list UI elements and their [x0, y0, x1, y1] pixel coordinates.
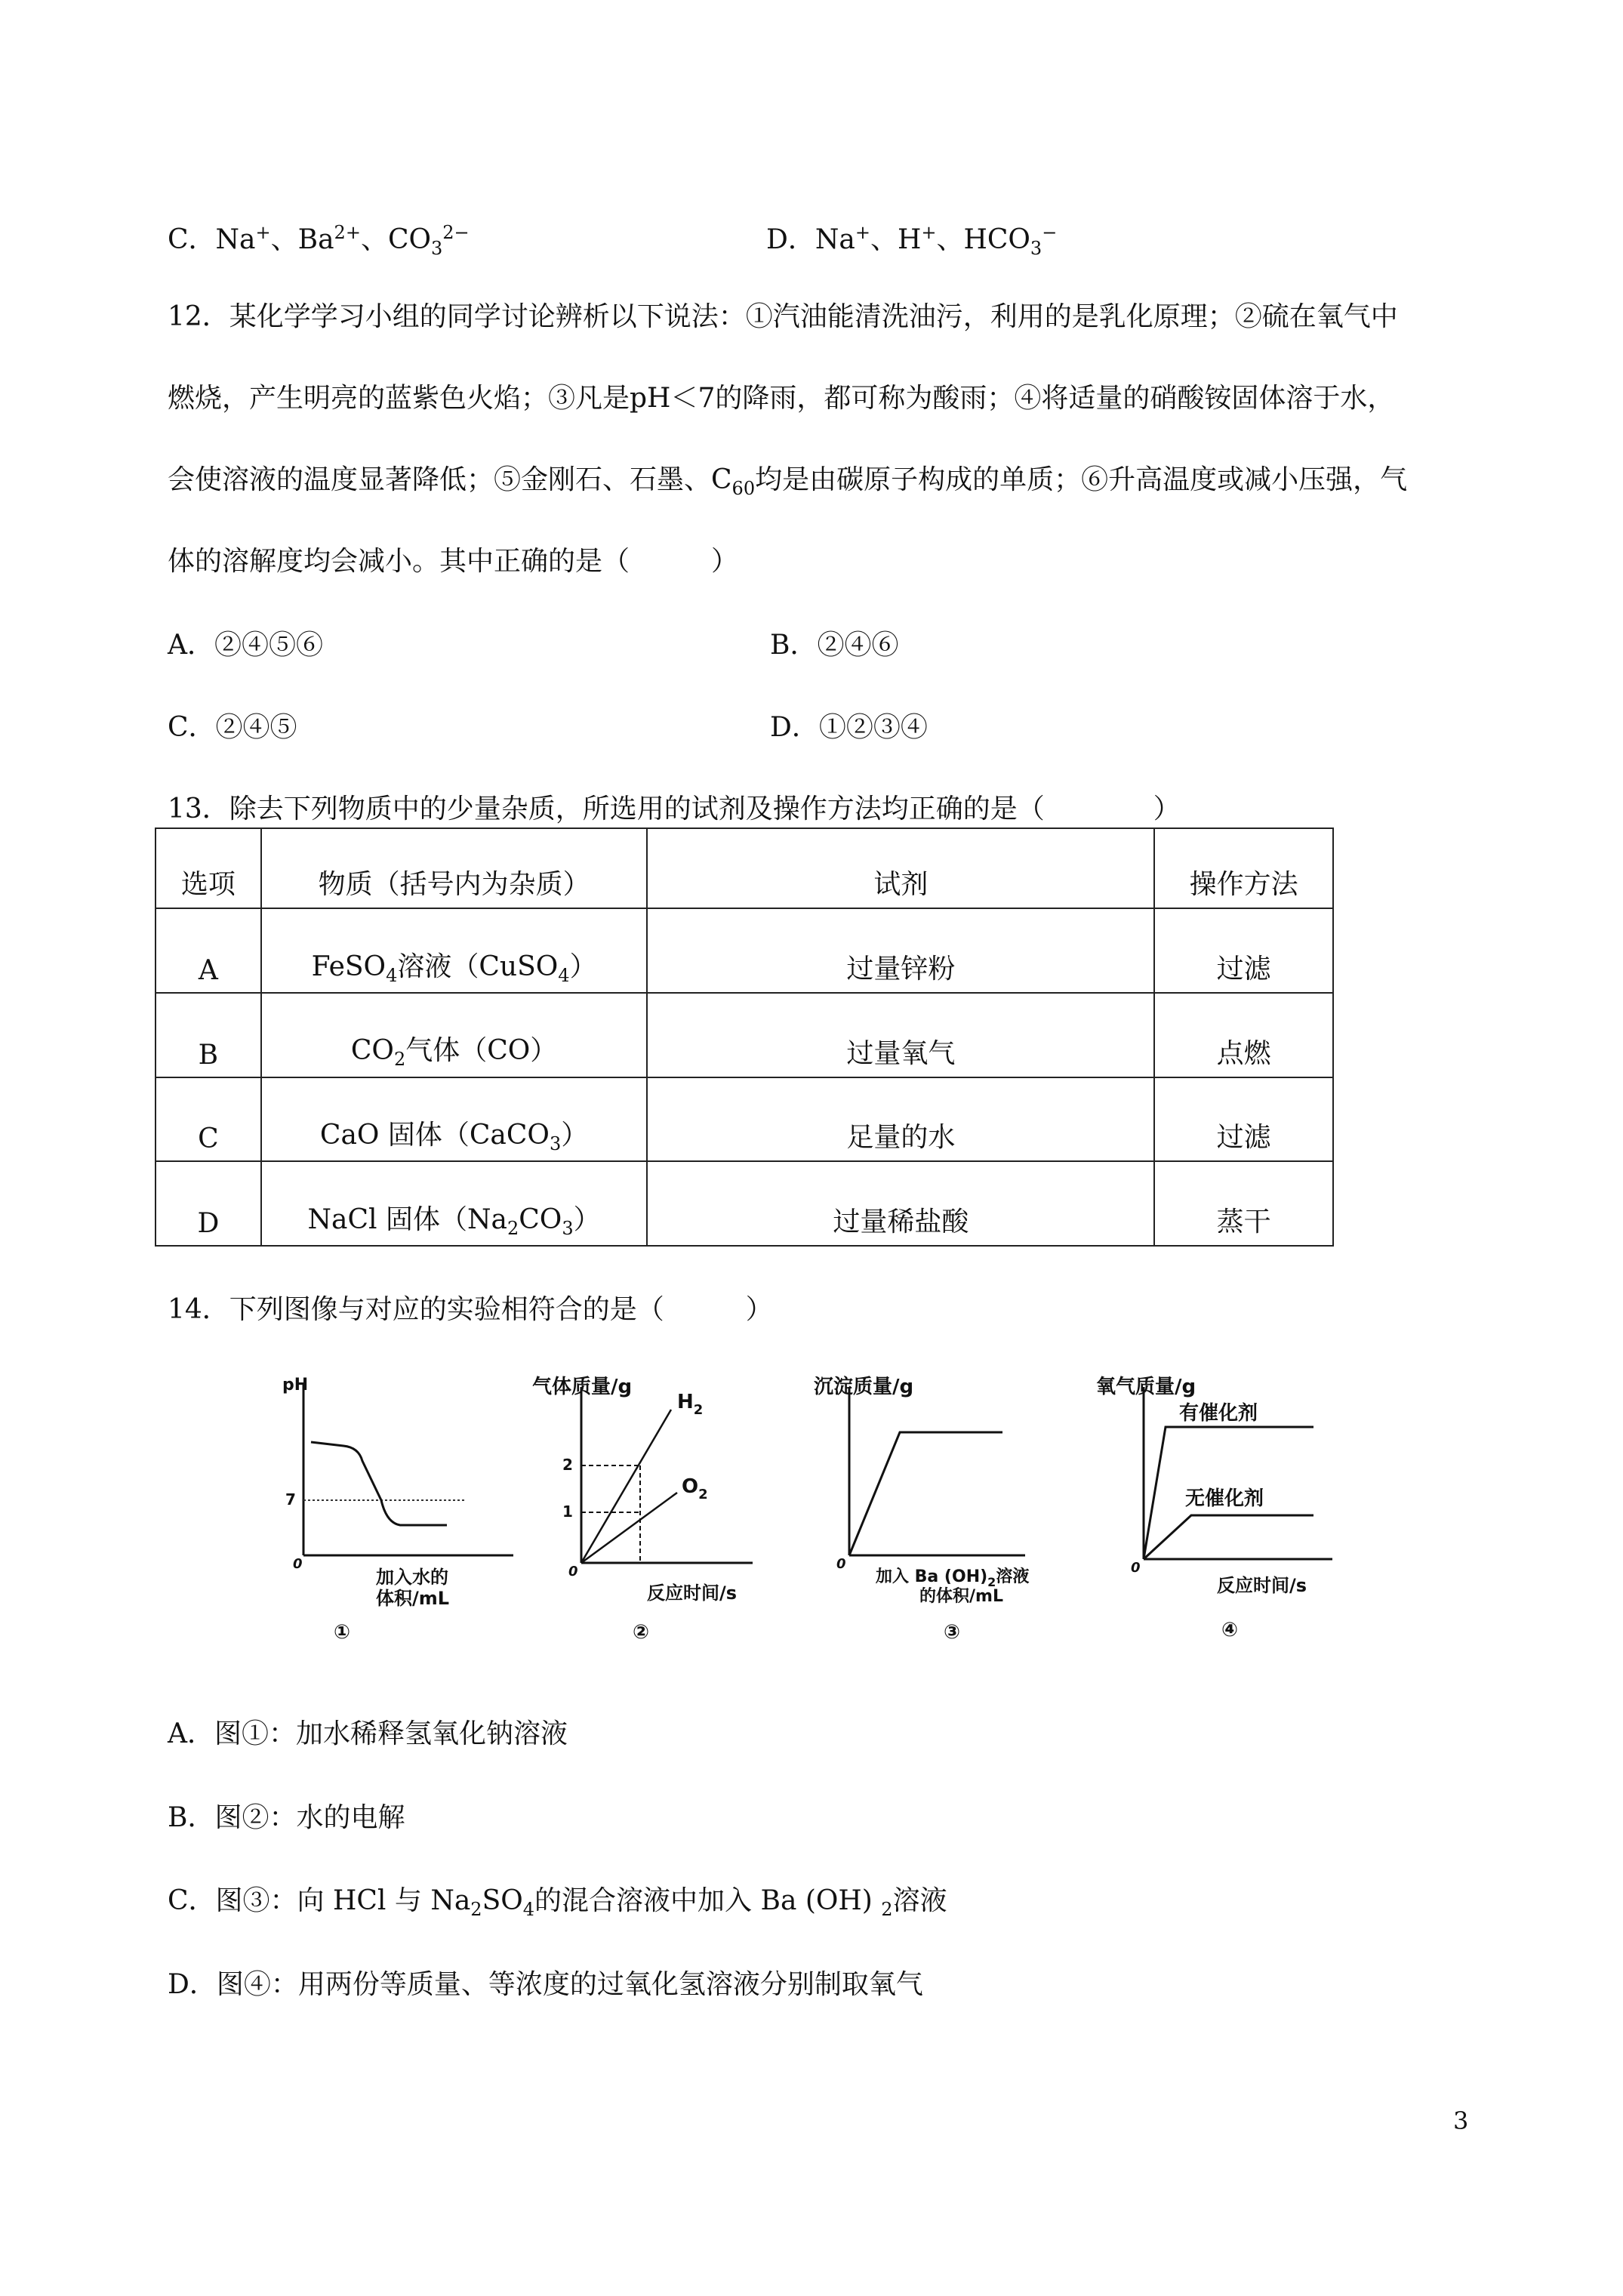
fig2-tick-1: 1 [562, 1502, 573, 1521]
row-option: C [156, 1077, 261, 1162]
fig3-x-label-1: 加入 Ba $(OH)_2$溶液 [876, 1567, 1030, 1589]
table-row [156, 993, 1333, 1077]
row-reagent: 过量锌粉 [647, 908, 1154, 993]
fig4-catalyst-label: 有催化剂 [1179, 1402, 1258, 1425]
table-row [156, 1161, 1333, 1246]
row-method: 过滤 [1154, 1077, 1333, 1162]
q12-stem-line3: 会使溶液的温度显著降低；⑤金刚石、石墨、$C_{60}$均是由碳原子构成的单质；⑥升高温度或减小压强，气 [168, 464, 1408, 500]
fig3-y-label: 沉淀质量/g [814, 1376, 914, 1398]
fig1-y-label: pH [282, 1376, 309, 1395]
row-substance: NaCl 固体$(Na_2CO_3)$ [261, 1161, 648, 1246]
page-number: 3 [1453, 2106, 1469, 2135]
header-method: 操作方法 [1154, 828, 1333, 908]
figure-3 [808, 1363, 1087, 1657]
row-method: 点燃 [1154, 993, 1333, 1077]
row-reagent: 足量的水 [647, 1077, 1154, 1162]
fig4-y-label: 氧气质量/g [1096, 1376, 1196, 1398]
row-substance: FeSO$_4$溶液（CuSO$_4$） [261, 908, 648, 993]
q12-stem-line2: 燃烧，产生明亮的蓝紫色火焰；③凡是pH＜7的降雨，都可称为酸雨；④将适量的硝酸铵固体溶于水， [168, 383, 1395, 414]
fig2-o2-line [581, 1493, 677, 1563]
fig4-no-catalyst-label: 无催化剂 [1185, 1487, 1264, 1510]
q11-option-c: C．Na+、$Ba^{2+}$、$CO_3^{2-}$ [168, 222, 470, 260]
q12-option-c: C．②④⑤ [168, 712, 297, 743]
fig1-mark-7: 7 [285, 1490, 296, 1509]
table-row [156, 908, 1333, 993]
row-method: 过滤 [1154, 908, 1333, 993]
row-option: D [156, 1161, 261, 1246]
fig1-origin: 0 [293, 1556, 303, 1572]
q11-option-d: D．Na+、H+、$HCO_3^-$ [766, 222, 1058, 260]
fig3-curve [849, 1432, 1002, 1555]
q12-option-b: B．②④⑥ [770, 630, 899, 661]
fig2-o2-label: $O_2$ [682, 1475, 708, 1502]
fig1-x-label-1: 加入水的 [376, 1567, 448, 1588]
header-option: 选项 [156, 828, 261, 908]
q13-stem: 13．除去下列物质中的少量杂质，所选用的试剂及操作方法均正确的是（ ） [168, 794, 1181, 824]
fig2-number: ② [633, 1621, 650, 1644]
table-header-row [156, 828, 1333, 908]
q12-stem-line1: 12．某化学学习小组的同学讨论辨析以下说法：①汽油能清洗油污，利用的是乳化原理；②硫在氧气中 [168, 301, 1398, 332]
q14-option-a: A．图①：加水稀释氢氧化钠溶液 [168, 1718, 568, 1749]
fig4-no-catalyst-curve [1144, 1515, 1313, 1559]
header-reagent: 试剂 [647, 828, 1154, 908]
fig4-number: ④ [1221, 1619, 1239, 1641]
figure-1 [272, 1363, 521, 1657]
fig3-origin: 0 [836, 1556, 846, 1572]
q12-option-d: D．①②③④ [770, 712, 928, 743]
q14-option-c: C．图③：向 HCl 与 $Na_2SO_4$的混合溶液中加入 Ba (OH) $_2$溶液 [168, 1885, 947, 1921]
fig1-number: ① [334, 1621, 351, 1644]
fig3-x-label-2: 的体积/mL [919, 1587, 1003, 1606]
row-substance: CaO 固体（CaCO$_3$） [261, 1077, 648, 1162]
figure-4 [1087, 1363, 1359, 1657]
row-reagent: 过量氧气 [647, 993, 1154, 1077]
fig2-origin: 0 [568, 1564, 578, 1579]
q14-option-d: D．图④：用两份等质量、等浓度的过氧化氢溶液分别制取氧气 [168, 1969, 923, 2000]
fig4-origin: 0 [1131, 1560, 1141, 1576]
row-method: 蒸干 [1154, 1161, 1333, 1246]
fig2-h2-label: $H_2$ [677, 1391, 704, 1418]
fig1-curve [311, 1442, 447, 1525]
q14-stem: 14．下列图像与对应的实验相符合的是（ ） [168, 1294, 773, 1325]
fig2-h2-line [581, 1410, 671, 1563]
fig3-number: ③ [944, 1621, 961, 1644]
q12-option-a: A．②④⑤⑥ [168, 630, 323, 661]
q14-option-b: B．图②：水的电解 [168, 1802, 405, 1833]
header-substance: 物质（括号内为杂质） [261, 828, 648, 908]
table-row [156, 1077, 1333, 1162]
row-option: A [156, 908, 261, 993]
fig4-x-label: 反应时间/s [1217, 1575, 1307, 1596]
q12-stem-line4: 体的溶解度均会减小。其中正确的是（ ） [168, 546, 739, 577]
row-option: B [156, 993, 261, 1077]
row-substance: $CO_2$气体（CO） [261, 993, 648, 1077]
figure-2 [532, 1363, 781, 1657]
fig2-x-label: 反应时间/s [647, 1583, 738, 1604]
row-reagent: 过量稀盐酸 [647, 1161, 1154, 1246]
q13-table [155, 827, 1334, 1247]
fig2-y-label: 气体质量/g [532, 1376, 633, 1398]
fig1-x-label-2: 体积/mL [376, 1588, 450, 1609]
fig2-tick-2: 2 [562, 1456, 573, 1474]
